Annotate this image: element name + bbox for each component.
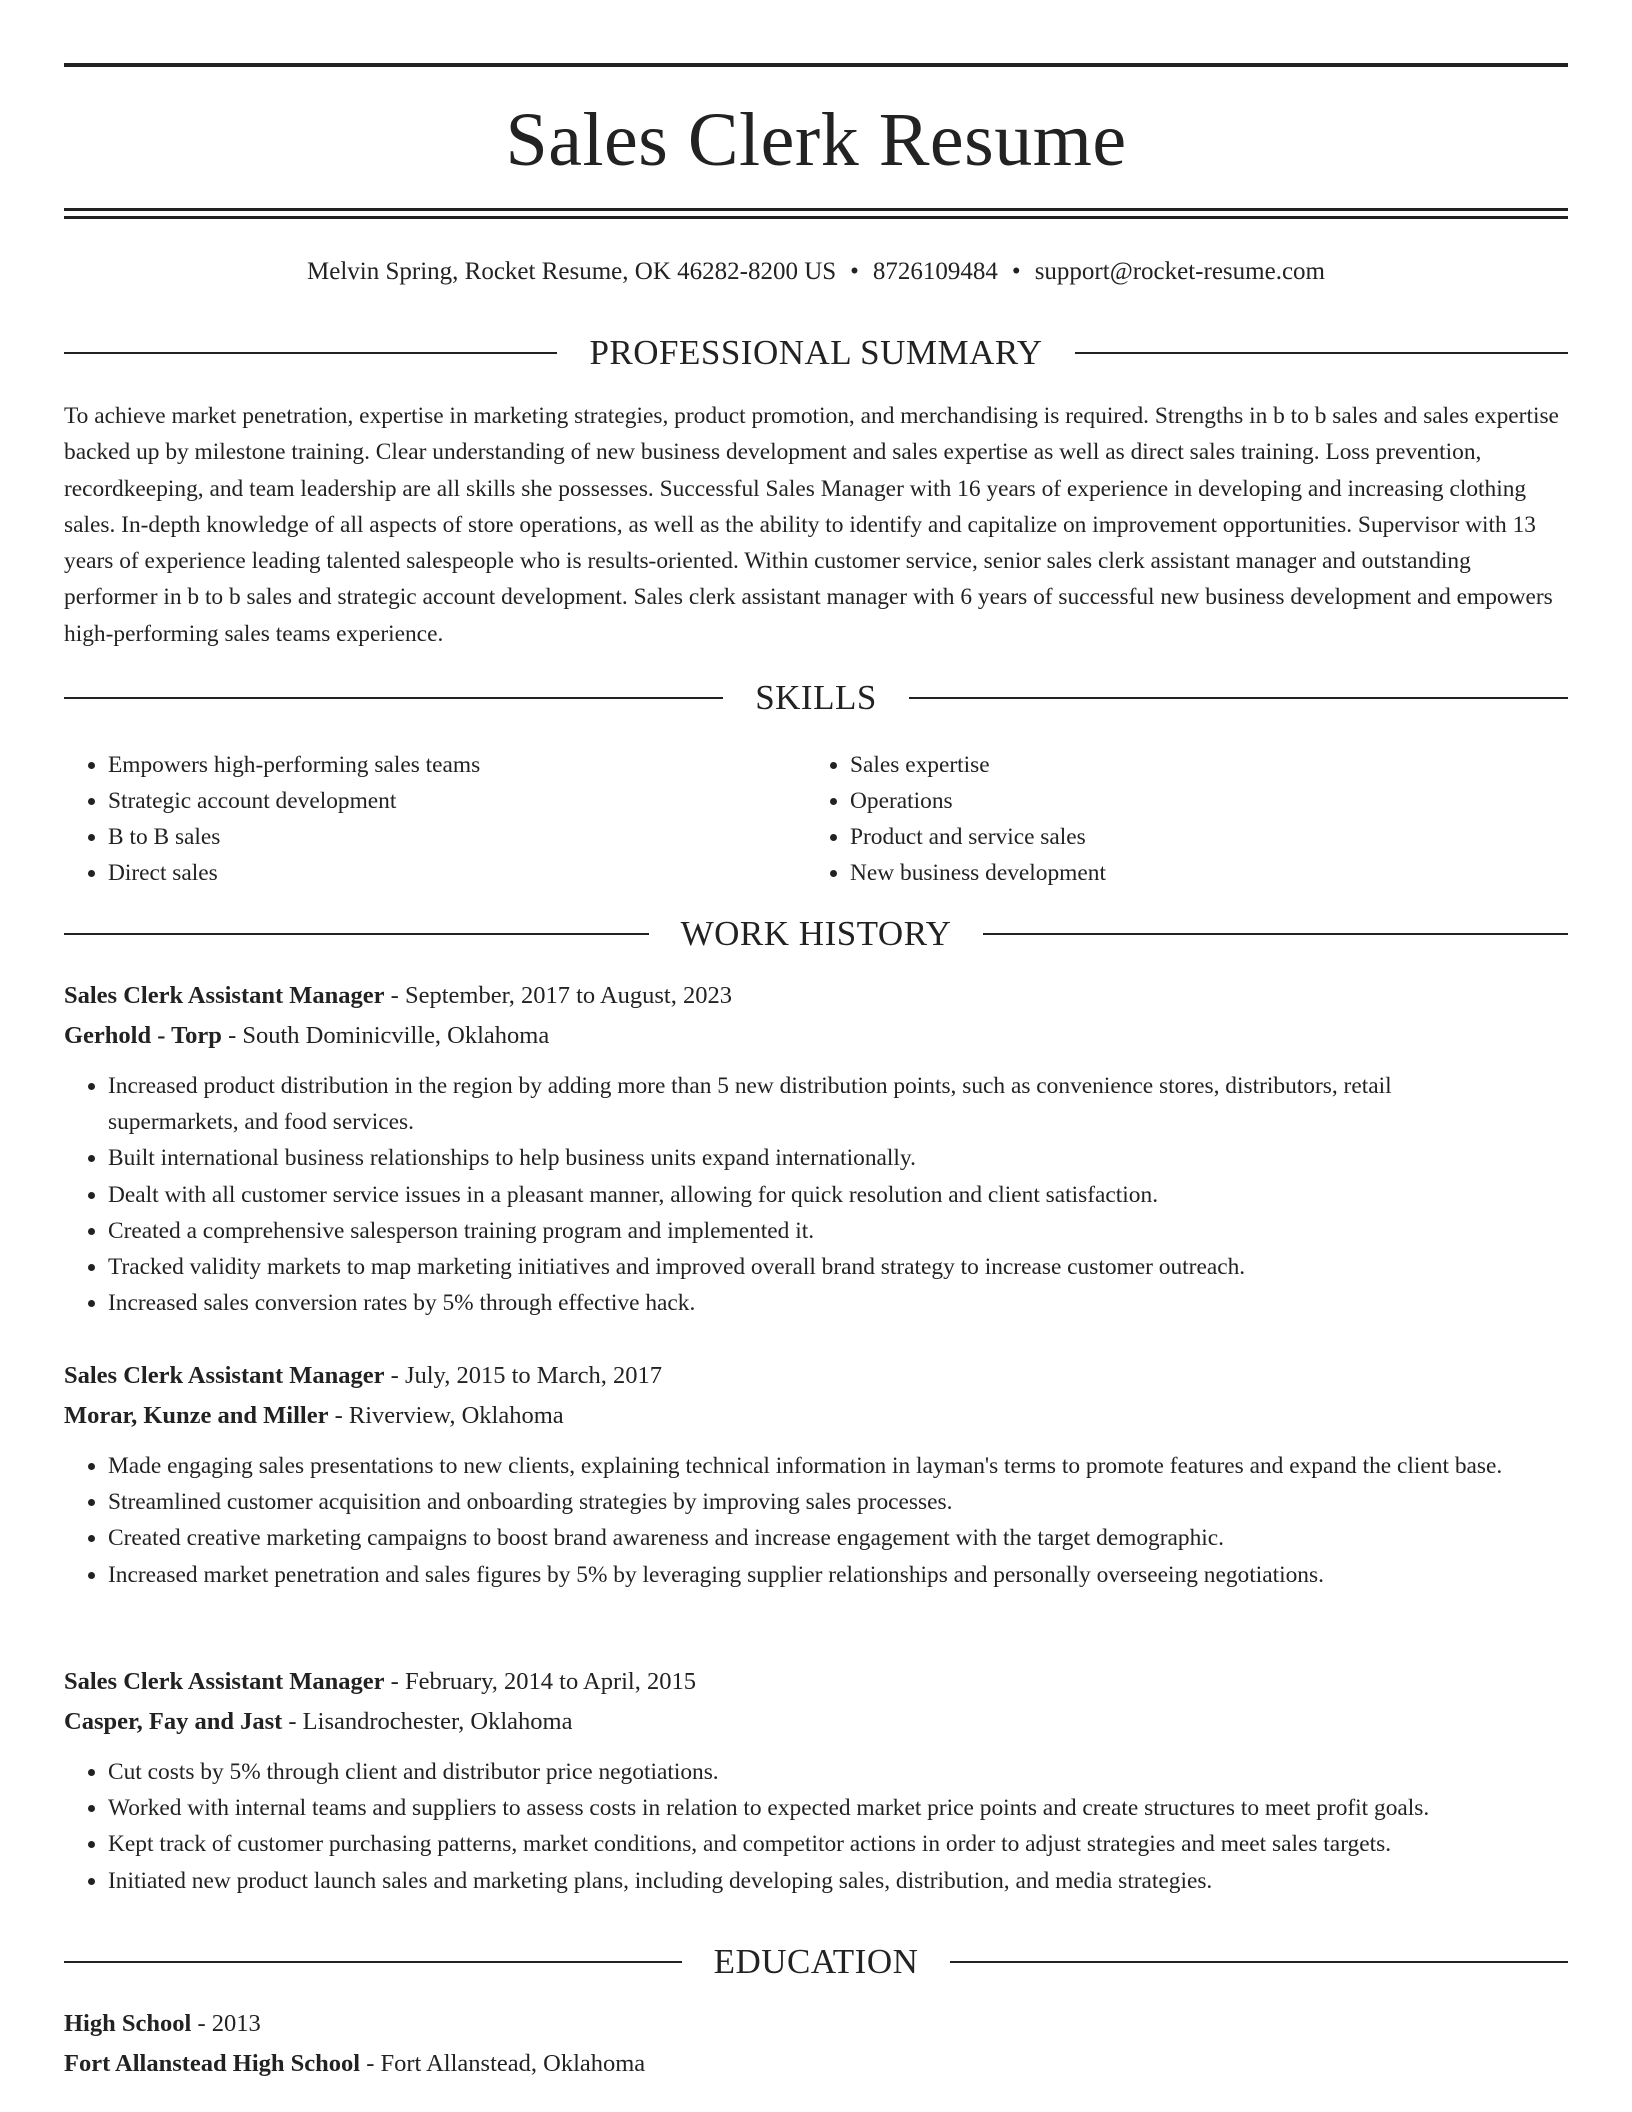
skill-item: • Product and service sales xyxy=(850,819,1550,855)
job-title-line xyxy=(64,1356,1568,1396)
job-bullet: • Increased market penetration and sales figures by 5% by leveraging supplier relationships and personally overseeing negotiations. xyxy=(108,1557,1568,1593)
job-company-line xyxy=(64,1396,1568,1436)
skills-column-left xyxy=(64,747,806,891)
heading-rule xyxy=(950,1961,1568,1963)
job-company: Gerhold - Torp xyxy=(64,1022,222,1049)
education-school-line xyxy=(64,2044,1568,2084)
skill-item: • New business development xyxy=(850,855,1550,891)
heading-rule xyxy=(909,697,1568,699)
skill-item: • Direct sales xyxy=(108,855,806,891)
heading-rule xyxy=(64,352,557,354)
job-title: Sales Clerk Assistant Manager xyxy=(64,1362,385,1389)
job-company-line xyxy=(64,1702,1568,1742)
job-bullets xyxy=(64,1448,1568,1593)
job-bullet: • Cut costs by 5% through client and distributor price negotiations. xyxy=(108,1754,1568,1790)
job-bullet: • Increased product distribution in the region by adding more than 5 new distribution points, such as convenience stores, distributors, retail supermarkets, and food services. xyxy=(108,1068,1568,1140)
title-rule-upper xyxy=(64,208,1568,211)
job-title-line xyxy=(64,976,1568,1016)
skill-item: • Sales expertise xyxy=(850,747,1550,783)
contact-line xyxy=(64,254,1568,290)
skill-item: • Empowers high-performing sales teams xyxy=(108,747,806,783)
job-entry xyxy=(64,1356,1568,1593)
job-bullet: • Increased sales conversion rates by 5% through effective hack. xyxy=(108,1285,1568,1321)
job-company: Morar, Kunze and Miller xyxy=(64,1402,329,1429)
job-dates: - February, 2014 to April, 2015 xyxy=(384,1668,696,1695)
skill-item: • B to B sales xyxy=(108,819,806,855)
job-company-line xyxy=(64,1016,1568,1056)
contact-separator: • xyxy=(1011,258,1021,285)
job-bullet: • Tracked validity markets to map marketing initiatives and improved overall brand strategy to increase customer outreach. xyxy=(108,1249,1568,1285)
job-entry xyxy=(64,976,1568,1321)
education-year: - 2013 xyxy=(191,2010,261,2037)
skills-heading xyxy=(64,676,1568,720)
contact-email: support@rocket-resume.com xyxy=(1034,258,1325,285)
resume-title: Sales Clerk Resume xyxy=(505,98,1127,182)
heading-rule xyxy=(64,1961,682,1963)
education-heading-label: EDUCATION xyxy=(713,1942,919,1981)
skill-item: • Strategic account development xyxy=(108,783,806,819)
job-bullet: • Worked with internal teams and suppliers to assess costs in relation to expected market price points and create structures to meet profit goals. xyxy=(108,1790,1568,1826)
job-title: Sales Clerk Assistant Manager xyxy=(64,1668,385,1695)
job-location: - South Dominicville, Oklahoma xyxy=(221,1022,550,1049)
heading-rule xyxy=(64,697,723,699)
skills-column-right xyxy=(806,747,1550,891)
job-title: Sales Clerk Assistant Manager xyxy=(64,982,385,1009)
job-bullet: • Dealt with all customer service issues in a pleasant manner, allowing for quick resolution and client satisfaction. xyxy=(108,1177,1568,1213)
job-location: - Lisandrochester, Oklahoma xyxy=(282,1708,573,1735)
job-bullet: • Kept track of customer purchasing patterns, market conditions, and competitor actions in order to adjust strategies and meet sales targets. xyxy=(108,1826,1568,1862)
skills-list xyxy=(64,747,1568,891)
heading-rule xyxy=(1075,352,1568,354)
title-rule-lower xyxy=(64,216,1568,219)
job-title-line xyxy=(64,1662,1568,1702)
summary-heading xyxy=(64,331,1568,375)
job-bullet: • Streamlined customer acquisition and onboarding strategies by improving sales processes. xyxy=(108,1484,1568,1520)
job-location: - Riverview, Oklahoma xyxy=(328,1402,564,1429)
top-rule xyxy=(64,63,1568,67)
job-entry xyxy=(64,1662,1568,1899)
education-school: Fort Allanstead High School xyxy=(64,2050,361,2077)
contact-address: Melvin Spring, Rocket Resume, OK 46282-8200 US xyxy=(307,258,837,285)
job-dates: - September, 2017 to August, 2023 xyxy=(384,982,732,1009)
education-heading xyxy=(64,1940,1568,1984)
work-heading-label: WORK HISTORY xyxy=(680,914,952,953)
job-bullet: • Created a comprehensive salesperson training program and implemented it. xyxy=(108,1213,1568,1249)
contact-separator: • xyxy=(850,258,859,285)
summary-text: To achieve market penetration, expertise in marketing strategies, product promotion, and merchandising is required. Strengths in b to b sales and sales expertise backed up by milestone training. Clear understanding of new business development and sales expertise as well as direct sales training. Loss prevention, recordkeeping, and team leadership are all skills she possesses. Successful Sales Manager with 16 years of experience in developing and increasing clothing sales. In-depth knowledge of all aspects of store operations, as well as the ability to identify and capitalize on improvement opportunities. Supervisor with 13 years of experience leading talented salespeople who is results-oriented. Within customer service, senior sales clerk assistant manager and outstanding performer in b to b sales and strategic account development. Sales clerk assistant manager with 6 years of successful new business development and empowers high-performing sales teams experience. xyxy=(64,403,1559,647)
job-company: Casper, Fay and Jast xyxy=(64,1708,283,1735)
job-bullet: • Built international business relationships to help business units expand internationally. xyxy=(108,1140,1568,1176)
summary-heading-label: PROFESSIONAL SUMMARY xyxy=(589,333,1043,372)
heading-rule xyxy=(983,933,1568,935)
work-heading xyxy=(64,912,1568,956)
job-bullets xyxy=(64,1068,1568,1321)
job-bullets xyxy=(64,1754,1568,1899)
education-degree-line xyxy=(64,2004,1568,2044)
heading-rule xyxy=(64,933,649,935)
job-bullet: • Created creative marketing campaigns to boost brand awareness and increase engagement with the target demographic. xyxy=(108,1520,1568,1556)
skill-item: • Operations xyxy=(850,783,1550,819)
job-bullet: • Made engaging sales presentations to new clients, explaining technical information in layman's terms to promote features and expand the client base. xyxy=(108,1448,1568,1484)
education-location: - Fort Allanstead, Oklahoma xyxy=(360,2050,646,2077)
contact-phone: 8726109484 xyxy=(872,258,998,285)
skills-heading-label: SKILLS xyxy=(755,678,877,717)
education-degree: High School xyxy=(64,2010,192,2037)
education-entry xyxy=(64,2004,1568,2084)
job-dates: - July, 2015 to March, 2017 xyxy=(384,1362,662,1389)
job-bullet: • Initiated new product launch sales and marketing plans, including developing sales, distribution, and media strategies. xyxy=(108,1863,1568,1899)
